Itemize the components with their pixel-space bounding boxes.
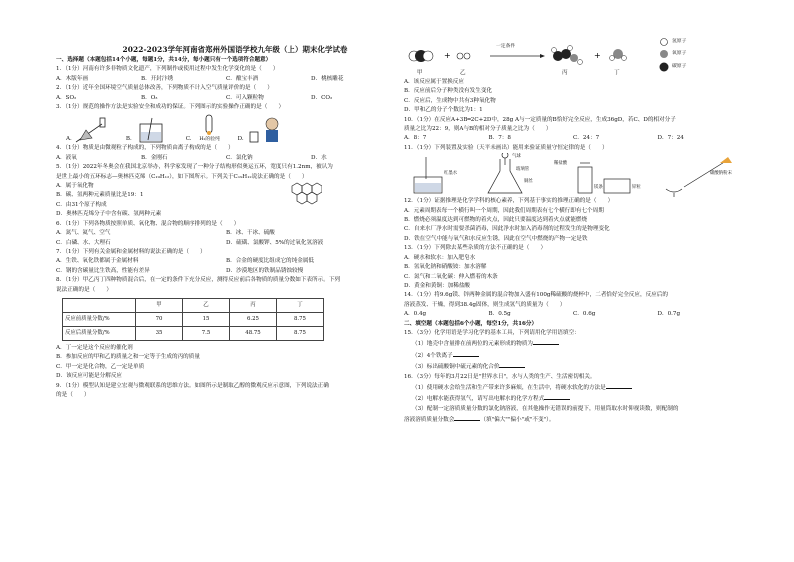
sub-question-text: 溶液溶质质量分数会: [404, 417, 455, 424]
question-stem: 8．（1分）甲乙丙丁四种物质混合后，在一定的条件下充分反应，测得反应前后各物质的质量分数如下表所示。下列: [56, 277, 341, 284]
table-cell: 35: [136, 326, 183, 340]
option: B．氢氧化钠和硝酸铵：加水溶解: [404, 264, 487, 271]
section-heading: 二、填空题（本题包括6个小题，每空1分，共16分）: [404, 320, 538, 327]
option: B．开封汴绣: [141, 75, 174, 82]
answer-blank[interactable]: [453, 350, 479, 357]
apparatus-figures: [404, 153, 742, 197]
options-row: [404, 310, 742, 319]
table-cell: 70: [136, 312, 183, 326]
question-stem: 11．（1分）下列装置及实验（天平未画出）能用来验证质量守恒定律的是（ ）: [404, 144, 608, 151]
sub-question-text: （2）电解水能获得氢气，请写出电解水的化学方程式: [412, 396, 545, 403]
right-column: [404, 36, 742, 426]
option: D．硫磺、氯酸钾、5%的过氧化氢溶液: [226, 239, 324, 246]
option: A.: [66, 136, 72, 143]
options-row: [56, 154, 396, 163]
option: D．7：24: [657, 135, 684, 142]
option: A．8：7: [404, 135, 427, 142]
question-stem: 14．（1分）将9.6g镁、锌两种金属的混合物加入盛有100g稀硫酸的烧杯中，二者恰好完全反应，反应后的: [404, 292, 668, 299]
option: C．24：7: [573, 135, 600, 142]
sub-question-text: （3）标出硫酸铜中硫元素的化合价: [412, 364, 500, 371]
table-cell: 8.75: [277, 312, 324, 326]
options-row: [56, 257, 396, 266]
option: D．0.7g: [657, 311, 681, 318]
option: D.: [237, 136, 244, 143]
section-heading: 一、选择题（本题包括14个小题，每题1分，共14分，每小题只有一个选项符合题意）: [56, 57, 272, 63]
left-column: [56, 56, 396, 400]
question-stem: 5．（1分）2022年冬奥会在我国北京举办，科学家发现了一种分子结构形似奥运五环，宽度只有1.2nm，被认为: [56, 164, 333, 171]
sub-question-text: （1）地壳中含量排在前两位的元素形成的物质为: [412, 341, 534, 348]
product-label: 丁: [614, 70, 620, 76]
sub-question-text: （1）使用硬水会给生活和生产带来许多麻烦，在生活中，将硬水软化的方法是: [412, 384, 606, 391]
data-table: [62, 298, 324, 341]
apparatus-label: 玻璃管: [516, 167, 530, 173]
option: D．该反应可能是分解反应: [56, 373, 123, 380]
option: D．沙漠地区的铁制品锈蚀较慢: [226, 267, 304, 274]
sub-question: [404, 361, 742, 372]
answer-blank[interactable]: [606, 382, 632, 389]
reactant-label: 甲: [417, 70, 423, 76]
question-stem: 是世上最小的五环标志—奥林匹克烯（C₁₉H₁₂），如下图所示。下列关于C₁₉H₁₂说法正确的是（ ）: [56, 173, 308, 180]
option: D．水: [311, 154, 327, 161]
table-cell: 反应后质量分数/%: [63, 326, 136, 340]
apparatus-label: 红墨水: [444, 171, 458, 177]
question-stem: 3．（1分）规范的操作方法是实验安全和成功的保证。下列图示的实验操作正确的是（ ）: [56, 104, 285, 111]
option: C．自来水厂净水时需要杀菌消毒，因此净水时加入消毒剂的过程发生的是物理变化: [404, 226, 610, 233]
table-cell: 丙: [230, 298, 277, 312]
lab-figures: [66, 114, 396, 144]
molecule-reaction-icon: [404, 36, 742, 78]
question-stem: 1．（1分）河南有许多非物质文化遗产，下列制作或使用过程中发生化学变化的是（ ）: [56, 66, 279, 73]
q5-block: [56, 182, 396, 220]
option: B．金刚石: [141, 154, 168, 161]
options-row: [56, 267, 396, 276]
option: B．0.5g: [488, 311, 511, 318]
legend-label: 氢原子: [672, 39, 687, 44]
question-stem: 16．（3分）每年的3月22日是"世界水日"，水与人类的生产、生活密切相关。: [404, 373, 596, 380]
sub-question-text: （填"偏大""偏小"或"不变"）。: [480, 417, 555, 424]
options-row: [56, 239, 396, 248]
table-row: [63, 326, 324, 340]
option: C．白磷、水、大理石: [56, 239, 111, 246]
dropper-tube-icon: [72, 116, 116, 144]
option: C．酿宝丰酒: [226, 75, 259, 82]
product-label: 丙: [562, 70, 568, 76]
table-header-row: [63, 298, 324, 312]
question-stem: 12．（1分）证据推理是化学学科的核心素养，下列基于事实的推理正确的是（ ）: [404, 198, 614, 205]
option: A．生铁、氧化铁都属于金属材料: [56, 258, 139, 265]
sub-question: [404, 338, 742, 349]
question-stem: 溶液蒸发、干燥，得到38.4g固体，则生成氢气的质量为（ ）: [404, 301, 566, 308]
legend-label: 氧原子: [672, 51, 687, 56]
page-title: 2022-2023学年河南省郑州外国语学校九年级（上）期末化学试卷: [122, 45, 348, 54]
option: C．甲一定是化合物，乙一定是单质: [56, 363, 145, 370]
question-stem: 的是（ ）: [56, 391, 90, 398]
options-row: [56, 229, 396, 238]
svg-text:+: +: [444, 51, 451, 60]
option: C．可入颗粒物: [226, 94, 264, 101]
answer-blank[interactable]: [454, 414, 480, 421]
sub-question: [404, 382, 742, 393]
question-stem: 13．（1分）下列除去某些杂质的方法不正确的是（ ）: [404, 245, 547, 252]
table-cell: 甲: [136, 298, 183, 312]
option: B．O₃: [141, 94, 158, 101]
figure-d: [238, 116, 284, 144]
answer-blank[interactable]: [533, 338, 559, 345]
sub-question: [404, 393, 742, 404]
olympicene-structure-icon: [286, 178, 322, 208]
option: B．合金的硬度比组成它的纯金属低: [226, 258, 315, 265]
option: A．液氧: [56, 154, 77, 161]
option: B．碳、氢两种元素质量比是19：1: [56, 192, 144, 199]
option: B．反应前后分子种类没有发生变化: [404, 88, 493, 95]
question-stem: 9．（1分）模型认知是建立宏观与微观联系的思维方法。如图所示是制取乙醇的微观反应示意图，下列说法正确: [56, 382, 329, 389]
apparatus-label: 碳酸钠粉末: [710, 171, 732, 177]
option: C．反应后，生成物中共有3种氧化物: [404, 97, 496, 104]
sub-question-text: （2）4个铁离子: [412, 352, 453, 359]
reaction-condition: 一定条件: [496, 44, 516, 49]
sub-question: [404, 414, 742, 425]
option: B.: [125, 136, 132, 143]
table-cell: 7.5: [183, 326, 230, 340]
option: D．铁在空气中能与氧气和水反应生锈，因此在空气中燃烧的产物一定是铁: [404, 235, 588, 242]
figure-c: [186, 113, 228, 144]
apparatus-label: 稀盐酸: [554, 161, 568, 167]
option: D．CO₂: [311, 94, 333, 101]
option: B．参加反应的甲和乙的质量之和一定等于生成的丙的质量: [56, 354, 200, 361]
test-tube-icon: [192, 113, 228, 135]
option: B．冰、干冰、硫酸: [226, 230, 275, 237]
option: C．氮气和二氧化碳：伸入燃着的木条: [404, 273, 498, 280]
option: A．硬水和软水：加入肥皂水: [404, 254, 476, 261]
table-cell: 48.75: [230, 326, 277, 340]
option: B．燃烧必须温度达到可燃物的着火点，因此只要温度达到着火点就能燃烧: [404, 217, 588, 224]
option: A．丁一定是这个反应的催化剂: [56, 344, 133, 351]
options-row: [404, 134, 742, 143]
question-stem: 2．（1分）近年全国环境空气质量总体改善，下列物质不计入空气质量评价的是（ ）: [56, 85, 273, 92]
option: C．由31个原子构成: [56, 201, 107, 208]
question-stem: 15．（3分）化学用语是学习化学的基本工具，下列请用化学用语填空：: [404, 329, 580, 336]
options-row: [56, 75, 396, 84]
reactant-label: 乙: [460, 70, 466, 76]
option: A．木版年画: [56, 75, 89, 82]
table-cell: 反应前质量分数/%: [63, 312, 136, 326]
question-stem: 10．（1分）在反应A+3B═2C+2D中，28g A与一定质量的B恰好完全反应，生成36gD，若C、D的相对分子: [404, 116, 676, 123]
apparatus-label: 镁条: [594, 185, 603, 191]
table-cell: 乙: [183, 298, 230, 312]
sub-question: （3）配制一定溶质质量分数的氯化钠溶液，在其他操作无错误的前提下，用量筒取水时仰视读数，则配制的: [412, 405, 679, 412]
option: A．该反应属于置换反应: [404, 79, 464, 85]
beaker-icon: [132, 116, 176, 144]
table-row: [63, 312, 324, 326]
option: C．钢的含碳量比生铁高，性能有差异: [56, 267, 150, 274]
option: A．SO₂: [56, 94, 77, 101]
option: A．元素周期表每一个横行叫一个周期，因此我们周期表有七个横行即有七个周期: [404, 207, 604, 214]
apparatus-label: 气球: [512, 154, 521, 160]
table-cell: 15: [183, 312, 230, 326]
figure-caption: H₂的验纯: [199, 137, 220, 143]
sub-question: [404, 350, 742, 361]
apparatus-label: 锌粒: [632, 185, 641, 191]
answer-blank[interactable]: [544, 393, 570, 400]
option: C.: [185, 136, 192, 143]
question-stem: 说法正确的是（ ）: [56, 286, 112, 293]
option: D．甲和乙的分子个数比为1：1: [404, 107, 483, 114]
apparatus-label: 铜丝: [524, 179, 533, 185]
options-row: [56, 94, 396, 103]
smelling-gas-icon: [244, 116, 284, 144]
option: A．0.4g: [404, 311, 427, 318]
option: D．奥林匹克烯分子中含有碳、氢两种元素: [56, 211, 162, 218]
option: D．桃核雕花: [311, 75, 344, 82]
option: C．0.6g: [573, 311, 596, 318]
figure-a: [66, 116, 116, 144]
table-cell: 8.75: [277, 326, 324, 340]
question-stem: 7．（1分）下列有关金属和金属材料的说法正确的是（ ）: [56, 248, 206, 255]
legend-label: 碳原子: [672, 64, 687, 69]
svg-text:+: +: [594, 51, 601, 60]
table-cell: 丁: [277, 298, 324, 312]
figure-b: [126, 116, 176, 144]
option: C．氯化钠: [226, 154, 253, 161]
reaction-diagram: [404, 36, 742, 78]
option: D．黄金和黄铜：加稀盐酸: [404, 282, 471, 289]
option: A．属于氧化物: [56, 183, 94, 190]
option: A．氮气、氦气、空气: [56, 230, 111, 237]
option: B．7：8: [488, 135, 511, 142]
table-cell: 6.25: [230, 312, 277, 326]
question-stem: 质量之比为22：9，则A与B的相对分子质量之比为（ ）: [404, 126, 552, 133]
answer-blank[interactable]: [499, 361, 525, 368]
question-stem: 4．（1分）物质是由微观粒子构成的，下列物质由离子构成的是（ ）: [56, 145, 234, 152]
question-stem: 6．（1分）下列各物质按照单质、氧化物、混合物的顺序排列的是（ ）: [56, 220, 240, 227]
table-cell: [63, 298, 136, 312]
